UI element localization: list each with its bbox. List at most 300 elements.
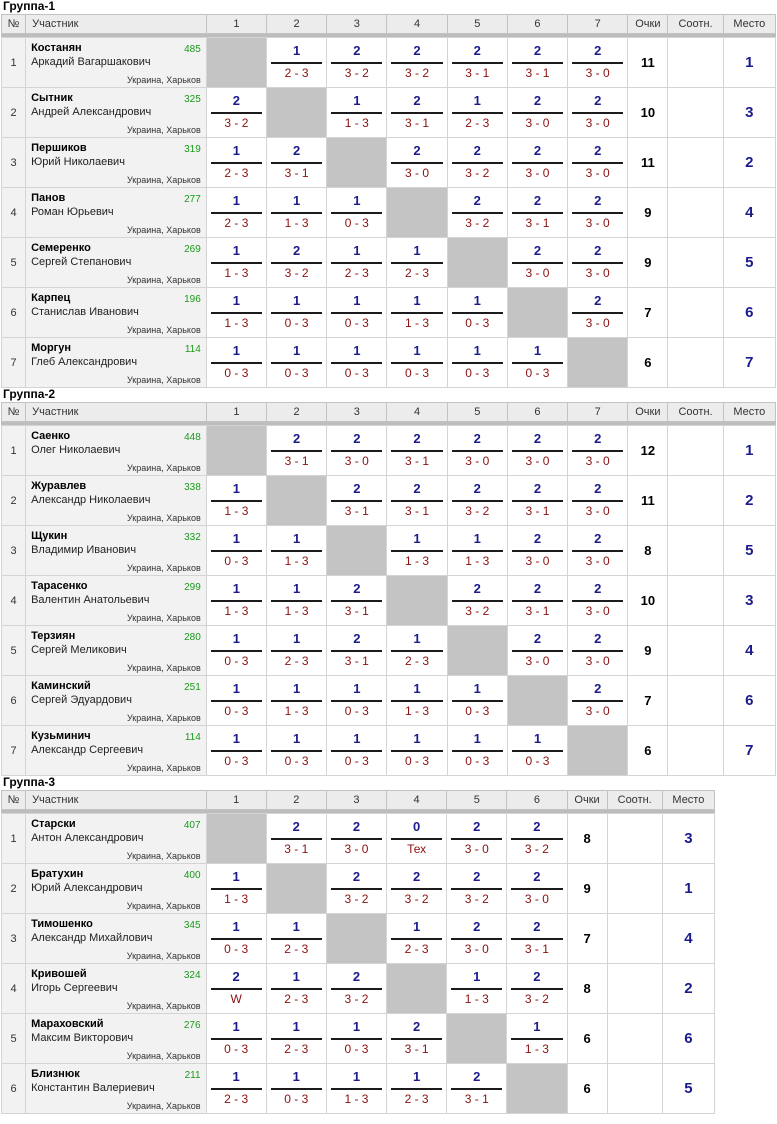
- match-result-cell[interactable]: [266, 188, 326, 238]
- match-result-cell[interactable]: [206, 338, 266, 388]
- match-result-cell[interactable]: [447, 676, 507, 726]
- match-result-cell[interactable]: [568, 626, 628, 676]
- match-score: 3 - 0: [525, 554, 550, 568]
- match-result-cell[interactable]: [387, 626, 447, 676]
- match-points: 2: [473, 193, 481, 208]
- match-result-cell[interactable]: [387, 38, 447, 88]
- match-result-cell[interactable]: [387, 914, 447, 964]
- match-result-cell[interactable]: [507, 576, 567, 626]
- match-points: 1: [232, 343, 240, 358]
- row-number: 5: [2, 238, 26, 288]
- match-result-cell[interactable]: [206, 864, 266, 914]
- total-points: 11: [628, 38, 668, 88]
- header-opponent-col: 2: [266, 791, 326, 810]
- match-points: 2: [473, 581, 481, 596]
- result-divider: [572, 262, 623, 264]
- header-points: Очки: [567, 791, 607, 810]
- result-divider: [391, 700, 442, 702]
- match-points: 2: [292, 431, 301, 446]
- match-result-cell[interactable]: [387, 288, 447, 338]
- match-result-cell[interactable]: [327, 476, 387, 526]
- match-result-cell[interactable]: [266, 338, 326, 388]
- match-score: 1 - 3: [465, 554, 490, 568]
- match-points: 2: [594, 93, 602, 108]
- result-divider: [391, 1088, 442, 1090]
- header-num: №: [2, 15, 26, 34]
- result-divider: [331, 362, 382, 364]
- match-points: 1: [292, 43, 301, 58]
- match-score: W: [230, 992, 242, 1006]
- match-result-cell[interactable]: [266, 238, 326, 288]
- match-result-cell[interactable]: [327, 38, 387, 88]
- result-divider: [511, 1038, 562, 1040]
- player-rating: 338: [184, 482, 201, 493]
- match-result-cell[interactable]: [266, 1014, 326, 1064]
- match-score: 3 - 2: [465, 166, 490, 180]
- player-name[interactable]: Терзиян: [31, 630, 76, 642]
- match-score: 0 - 3: [465, 704, 490, 718]
- match-points: 1: [353, 731, 361, 746]
- result-divider: [211, 988, 262, 990]
- match-result-cell[interactable]: [387, 864, 447, 914]
- match-result-cell[interactable]: [447, 576, 507, 626]
- match-result-cell[interactable]: [507, 964, 567, 1014]
- player-name[interactable]: Першиков: [31, 142, 87, 154]
- table-row: [2, 338, 776, 388]
- table-row: [2, 476, 776, 526]
- match-points: 2: [533, 869, 541, 884]
- player-fullname: Максим Викторович: [31, 1032, 134, 1044]
- player-name[interactable]: Тарасенко: [31, 580, 88, 592]
- result-divider: [391, 312, 442, 314]
- match-points: 2: [413, 143, 421, 158]
- match-result-cell[interactable]: [568, 288, 628, 338]
- match-result-cell[interactable]: [507, 426, 567, 476]
- result-divider: [271, 262, 322, 264]
- match-points: 1: [292, 581, 301, 596]
- match-result-cell[interactable]: [447, 138, 507, 188]
- match-result-cell[interactable]: [447, 964, 507, 1014]
- header-player: Участник: [26, 791, 207, 810]
- ratio-value: [668, 38, 723, 88]
- match-points: 2: [594, 631, 602, 646]
- match-result-cell[interactable]: [206, 626, 266, 676]
- match-result-cell[interactable]: [327, 676, 387, 726]
- match-result-cell[interactable]: [266, 626, 326, 676]
- match-result-cell[interactable]: [266, 138, 326, 188]
- match-result-cell[interactable]: [447, 288, 507, 338]
- match-points: 2: [352, 869, 361, 884]
- match-result-cell[interactable]: [568, 576, 628, 626]
- match-result-cell[interactable]: [568, 238, 628, 288]
- ratio-value: [607, 814, 662, 864]
- match-score: 0 - 3: [405, 366, 430, 380]
- match-points: 1: [533, 343, 542, 358]
- total-points: 6: [628, 338, 668, 388]
- result-divider: [271, 312, 322, 314]
- player-fullname: Александр Николаевич: [31, 494, 151, 506]
- result-divider: [331, 262, 382, 264]
- match-result-cell[interactable]: [327, 576, 387, 626]
- match-score: 3 - 2: [344, 992, 369, 1006]
- group-table: [1, 790, 715, 1114]
- player-city: Украина, Харьков: [126, 125, 201, 135]
- match-points: 1: [412, 919, 421, 934]
- player-rating: 324: [183, 970, 201, 981]
- match-points: 2: [594, 43, 602, 58]
- match-result-cell[interactable]: [326, 964, 386, 1014]
- player-rating: 485: [184, 44, 201, 55]
- match-result-cell[interactable]: [266, 426, 326, 476]
- match-result-cell[interactable]: [206, 476, 266, 526]
- player-name[interactable]: Моргун: [31, 342, 72, 354]
- match-result-cell[interactable]: [206, 138, 266, 188]
- player-name[interactable]: Костанян: [31, 42, 82, 54]
- match-result-cell[interactable]: [326, 814, 386, 864]
- match-result-cell[interactable]: [206, 1064, 266, 1114]
- match-result-cell[interactable]: [387, 1014, 447, 1064]
- result-divider: [391, 838, 442, 840]
- match-result-cell[interactable]: [387, 138, 447, 188]
- player-fullname: Константин Валериевич: [31, 1082, 155, 1094]
- table-row: [2, 626, 776, 676]
- player-cell: [26, 338, 207, 388]
- match-points: 1: [533, 731, 542, 746]
- match-result-cell[interactable]: [507, 914, 567, 964]
- result-divider: [511, 938, 562, 940]
- match-result-cell[interactable]: [568, 88, 628, 138]
- match-result-cell[interactable]: [447, 1064, 507, 1114]
- match-result-cell[interactable]: [266, 576, 326, 626]
- match-result-cell[interactable]: [206, 88, 266, 138]
- row-number: 6: [2, 676, 26, 726]
- match-result-cell[interactable]: [266, 1064, 326, 1114]
- result-divider: [572, 112, 623, 114]
- match-score: 3 - 2: [524, 842, 549, 856]
- match-points: 1: [473, 969, 481, 984]
- match-result-cell[interactable]: [387, 476, 447, 526]
- match-result-cell[interactable]: [387, 526, 447, 576]
- match-result-cell[interactable]: [266, 38, 326, 88]
- match-score: 1 - 3: [464, 992, 489, 1006]
- match-result-cell[interactable]: [507, 476, 567, 526]
- ratio-value: [607, 1014, 662, 1064]
- match-result-cell[interactable]: [387, 1064, 447, 1114]
- match-score: 3 - 2: [524, 992, 549, 1006]
- match-result-cell[interactable]: [387, 338, 447, 388]
- match-points: 1: [232, 481, 240, 496]
- match-result-cell[interactable]: [387, 426, 447, 476]
- header-opponent-col: 6: [507, 791, 567, 810]
- match-result-cell[interactable]: [266, 814, 326, 864]
- result-divider: [331, 312, 382, 314]
- result-divider: [572, 450, 623, 452]
- match-result-cell[interactable]: [507, 626, 567, 676]
- match-points: 1: [232, 293, 240, 308]
- match-result-cell[interactable]: [507, 1014, 567, 1064]
- match-score: 1 - 3: [284, 604, 309, 618]
- match-result-cell[interactable]: [206, 288, 266, 338]
- row-number: 1: [2, 426, 26, 476]
- match-result-cell[interactable]: [266, 526, 326, 576]
- match-score: 3 - 0: [525, 654, 550, 668]
- player-rating: 319: [184, 144, 201, 155]
- match-score: 3 - 0: [525, 166, 550, 180]
- result-divider: [331, 838, 382, 840]
- match-result-cell[interactable]: [568, 426, 628, 476]
- match-result-cell[interactable]: [206, 1014, 266, 1064]
- self-cell: [327, 138, 387, 188]
- match-result-cell[interactable]: [327, 188, 387, 238]
- match-points: 2: [473, 481, 481, 496]
- player-cell: [26, 626, 207, 676]
- header-opponent-col: 2: [266, 403, 326, 422]
- header-num: №: [2, 403, 26, 422]
- match-result-cell[interactable]: [327, 338, 387, 388]
- match-result-cell[interactable]: [568, 526, 628, 576]
- match-result-cell[interactable]: [507, 726, 567, 776]
- result-divider: [572, 700, 623, 702]
- match-result-cell[interactable]: [326, 1014, 386, 1064]
- match-result-cell[interactable]: [507, 88, 567, 138]
- final-place: 1: [723, 38, 775, 88]
- final-place: 2: [723, 476, 775, 526]
- match-result-cell[interactable]: [568, 38, 628, 88]
- match-score: 3 - 0: [585, 554, 610, 568]
- player-name[interactable]: Каминский: [31, 680, 91, 692]
- match-score: 3 - 1: [344, 504, 369, 518]
- match-result-cell[interactable]: [387, 88, 447, 138]
- player-name[interactable]: Щукин: [31, 530, 68, 542]
- result-divider: [391, 362, 442, 364]
- match-result-cell[interactable]: [206, 726, 266, 776]
- player-cell: [26, 138, 207, 188]
- match-result-cell[interactable]: [206, 526, 266, 576]
- match-result-cell[interactable]: [387, 726, 447, 776]
- player-name[interactable]: Мараховский: [31, 1018, 104, 1030]
- player-name[interactable]: Кривошей: [31, 968, 87, 980]
- player-name[interactable]: Семеренко: [31, 242, 91, 254]
- player-name[interactable]: Братухин: [31, 868, 84, 880]
- match-result-cell[interactable]: [206, 188, 266, 238]
- player-name[interactable]: Саенко: [31, 430, 71, 442]
- player-city: Украина, Харьков: [126, 763, 201, 773]
- match-points: 2: [353, 631, 361, 646]
- table-row: [2, 288, 776, 338]
- match-points: 2: [232, 93, 240, 108]
- match-result-cell[interactable]: [327, 88, 387, 138]
- match-result-cell[interactable]: [266, 676, 326, 726]
- match-score: 3 - 1: [284, 166, 309, 180]
- match-result-cell[interactable]: [447, 726, 507, 776]
- match-points: 2: [533, 93, 542, 108]
- player-city: Украина, Харьков: [126, 225, 201, 235]
- match-result-cell[interactable]: [266, 288, 326, 338]
- match-score: 0 - 3: [284, 316, 309, 330]
- match-result-cell[interactable]: [206, 576, 266, 626]
- result-divider: [572, 212, 623, 214]
- match-result-cell[interactable]: [507, 526, 567, 576]
- match-score: 2 - 3: [465, 116, 490, 130]
- match-points: 2: [594, 431, 602, 446]
- table-row: [2, 188, 776, 238]
- table-row: [2, 426, 776, 476]
- result-divider: [451, 838, 502, 840]
- match-result-cell[interactable]: [266, 964, 326, 1014]
- match-result-cell[interactable]: [507, 38, 567, 88]
- match-result-cell[interactable]: [507, 338, 567, 388]
- match-result-cell[interactable]: [447, 338, 507, 388]
- match-result-cell[interactable]: [326, 864, 386, 914]
- match-result-cell[interactable]: [206, 914, 266, 964]
- match-points: 2: [473, 919, 481, 934]
- match-result-cell[interactable]: [447, 814, 507, 864]
- match-points: 1: [232, 919, 240, 934]
- match-result-cell[interactable]: [327, 238, 387, 288]
- self-cell: [327, 526, 387, 576]
- match-score: 3 - 0: [585, 654, 610, 668]
- result-divider: [331, 1088, 382, 1090]
- match-result-cell[interactable]: [327, 288, 387, 338]
- final-place: 6: [723, 288, 775, 338]
- match-result-cell[interactable]: [206, 964, 266, 1014]
- player-cell: [26, 526, 207, 576]
- header-row: [2, 403, 776, 422]
- match-result-cell[interactable]: [206, 676, 266, 726]
- match-result-cell[interactable]: [387, 676, 447, 726]
- player-fullname: Андрей Александрович: [31, 106, 152, 118]
- match-points: 2: [533, 193, 542, 208]
- ratio-value: [668, 476, 723, 526]
- match-result-cell[interactable]: [447, 526, 507, 576]
- match-score: 2 - 3: [284, 992, 309, 1006]
- match-score: 3 - 1: [404, 1042, 429, 1056]
- final-place: 1: [723, 426, 775, 476]
- result-divider: [512, 500, 563, 502]
- match-score: 3 - 0: [525, 454, 550, 468]
- match-result-cell[interactable]: [447, 88, 507, 138]
- player-name[interactable]: Сытник: [31, 92, 73, 104]
- final-place: 3: [723, 88, 775, 138]
- result-divider: [512, 550, 563, 552]
- match-result-cell[interactable]: [447, 864, 507, 914]
- match-score: 0 - 3: [525, 366, 550, 380]
- match-result-cell[interactable]: [568, 676, 628, 726]
- match-points: 2: [533, 969, 541, 984]
- match-result-cell[interactable]: [507, 138, 567, 188]
- table-row: [2, 676, 776, 726]
- result-divider: [331, 700, 382, 702]
- result-divider: [391, 888, 442, 890]
- result-divider: [271, 700, 322, 702]
- player-name[interactable]: Кузьминич: [31, 730, 91, 742]
- self-cell: [507, 676, 567, 726]
- match-result-cell[interactable]: [447, 476, 507, 526]
- player-fullname: Антон Александрович: [31, 832, 144, 844]
- match-result-cell[interactable]: [206, 238, 266, 288]
- row-number: 5: [2, 626, 26, 676]
- match-result-cell[interactable]: [327, 426, 387, 476]
- player-name[interactable]: Карпец: [31, 292, 71, 304]
- match-result-cell[interactable]: [327, 726, 387, 776]
- player-name[interactable]: Журавлев: [31, 480, 87, 492]
- player-name[interactable]: Тимошенко: [31, 918, 93, 930]
- final-place: 7: [723, 338, 775, 388]
- player-rating: 400: [183, 870, 201, 881]
- match-result-cell[interactable]: [326, 1064, 386, 1114]
- match-score: 0 - 3: [224, 704, 249, 718]
- match-score: 0 - 3: [344, 216, 369, 230]
- result-divider: [391, 162, 442, 164]
- group-title: Группа-3: [3, 775, 56, 789]
- match-result-cell[interactable]: [507, 814, 567, 864]
- match-score: 3 - 2: [404, 892, 429, 906]
- final-place: 4: [723, 188, 775, 238]
- ratio-value: [668, 526, 723, 576]
- player-rating: 407: [183, 820, 201, 831]
- match-result-cell[interactable]: [507, 188, 567, 238]
- match-result-cell[interactable]: [507, 864, 567, 914]
- final-place: 5: [723, 526, 775, 576]
- match-result-cell[interactable]: [447, 188, 507, 238]
- match-result-cell[interactable]: [387, 238, 447, 288]
- match-result-cell[interactable]: [266, 726, 326, 776]
- match-result-cell[interactable]: [568, 476, 628, 526]
- result-divider: [211, 938, 262, 940]
- player-cell: [26, 238, 207, 288]
- player-name[interactable]: Панов: [31, 192, 66, 204]
- row-number: 4: [2, 576, 26, 626]
- header-opponent-col: 5: [447, 403, 507, 422]
- match-result-cell[interactable]: [327, 626, 387, 676]
- match-score: 3 - 1: [405, 504, 430, 518]
- player-name[interactable]: Старски: [31, 818, 76, 830]
- player-city: Украина, Харьков: [126, 901, 201, 911]
- player-cell: [26, 864, 207, 914]
- match-score: 3 - 0: [464, 942, 489, 956]
- match-points: 1: [292, 293, 301, 308]
- match-result-cell[interactable]: [387, 814, 447, 864]
- total-points: 10: [628, 88, 668, 138]
- header-points: Очки: [628, 403, 668, 422]
- match-result-cell[interactable]: [568, 138, 628, 188]
- match-score: 0 - 3: [224, 654, 249, 668]
- row-number: 3: [2, 526, 26, 576]
- match-points: 2: [413, 93, 421, 108]
- match-result-cell[interactable]: [507, 238, 567, 288]
- match-points: 1: [232, 243, 240, 258]
- ratio-value: [668, 626, 723, 676]
- match-score: 2 - 3: [405, 266, 430, 280]
- match-result-cell[interactable]: [447, 426, 507, 476]
- player-name[interactable]: Близнюк: [31, 1068, 80, 1080]
- group-table: [1, 402, 776, 776]
- result-divider: [211, 888, 262, 890]
- match-points: 2: [533, 43, 542, 58]
- match-points: 2: [412, 1019, 421, 1034]
- final-place: 2: [662, 964, 714, 1014]
- match-result-cell[interactable]: [447, 914, 507, 964]
- match-points: 2: [292, 819, 300, 834]
- match-points: 1: [352, 1019, 361, 1034]
- match-result-cell[interactable]: [568, 188, 628, 238]
- total-points: 8: [628, 526, 668, 576]
- match-points: 1: [473, 293, 481, 308]
- match-result-cell[interactable]: [447, 38, 507, 88]
- result-divider: [511, 838, 562, 840]
- match-score: 3 - 2: [344, 892, 369, 906]
- match-result-cell[interactable]: [266, 914, 326, 964]
